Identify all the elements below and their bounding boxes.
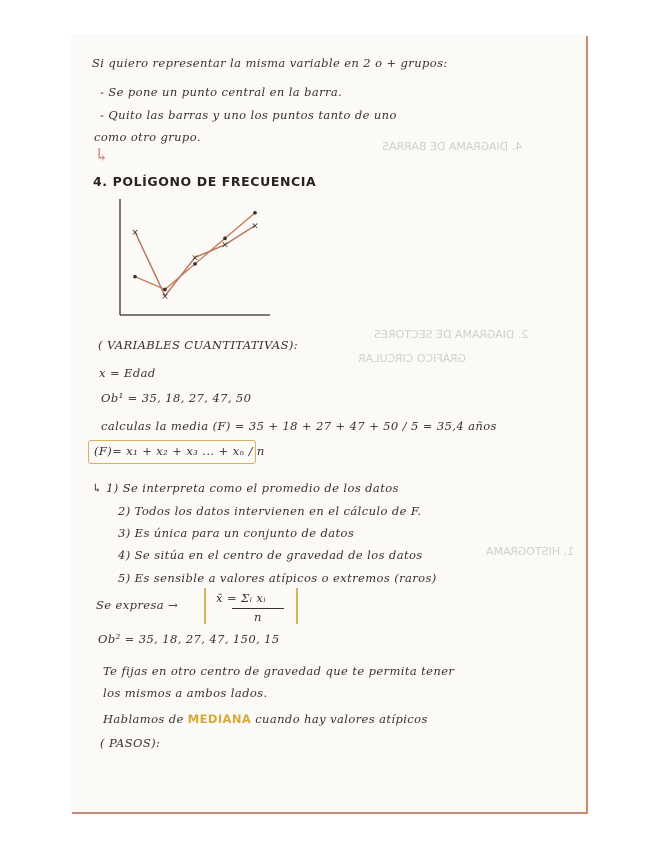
property-item: 2) Todos los datos intervienen en el cálculo de F. [118,504,422,518]
section-heading: 4. POLÍGONO DE FRECUENCIA [93,174,317,189]
text-segment: Hablamos de [103,712,184,726]
paragraph-line [103,712,428,726]
observations-1: Ob¹ = 35, 18, 27, 47, 50 [101,391,252,405]
bullet-continuation: como otro grupo. [94,130,201,144]
mean-calculation: calculas la media (F) = 35 + 18 + 27 + 47 + 50 / 5 = 35,4 años [101,419,497,433]
expression-label: Se expresa → [96,598,179,612]
curved-arrow-icon: ↳ [94,145,110,166]
data-point [223,237,227,241]
x-definition: x = Edad [99,366,156,380]
data-point [163,288,167,292]
data-point [133,275,137,279]
bullet-point: - Se pone un punto central en la barra. [100,85,343,99]
frequency-polygon-chart [112,195,282,325]
property-item: 3) Es única para un conjunto de datos [118,526,355,540]
formula-numerator: x̄ = Σᵢ xᵢ [216,591,266,605]
data-point-marker: × [131,227,139,238]
bleed-text: GRÁFICO CIRCULAR [358,352,466,365]
data-point-marker: × [191,253,199,264]
data-point-marker: × [161,291,169,302]
fraction-bar [232,608,284,609]
paragraph-line: los mismos a ambos lados. [103,686,268,700]
property-item: 5) Es sensible a valores atípicos o extremos (raros) [118,571,437,585]
paragraph-line: ( PASOS): [100,736,161,750]
bleed-text: 2. DIAGRAMA DE SECTORES [374,328,529,341]
text-segment: cuando hay valores atípicos [255,712,428,726]
data-point [253,211,257,215]
bleed-text: 4. DIAGRAMA DE BARRAS [382,140,523,153]
variables-note: ( VARIABLES CUANTITATIVAS): [98,338,299,352]
observations-2: Ob² = 35, 18, 27, 47, 150, 15 [98,632,280,646]
formula-denominator: n [254,610,262,624]
highlighted-term: MEDIANA [187,712,252,726]
data-point-marker: × [251,221,259,232]
intro-line: Si quiero representar la misma variable en 2 o + grupos: [92,56,448,70]
bullet-point: - Quito las barras y uno los puntos tanto de uno [100,108,397,122]
property-item: ↳ 1) Se interpreta como el promedio de los datos [92,481,399,495]
mean-formula: (F)= x₁ + x₂ + x₃ ... + xₙ / n [94,444,265,458]
bleed-text: 1. HISTOGRAMA [486,545,575,558]
property-item: 4) Se sitúa en el centro de gravedad de los datos [118,548,423,562]
data-point-marker: × [221,240,229,251]
paragraph-line: Te fijas en otro centro de gravedad que te permita tener [103,664,455,678]
series-line-1 [135,213,255,290]
